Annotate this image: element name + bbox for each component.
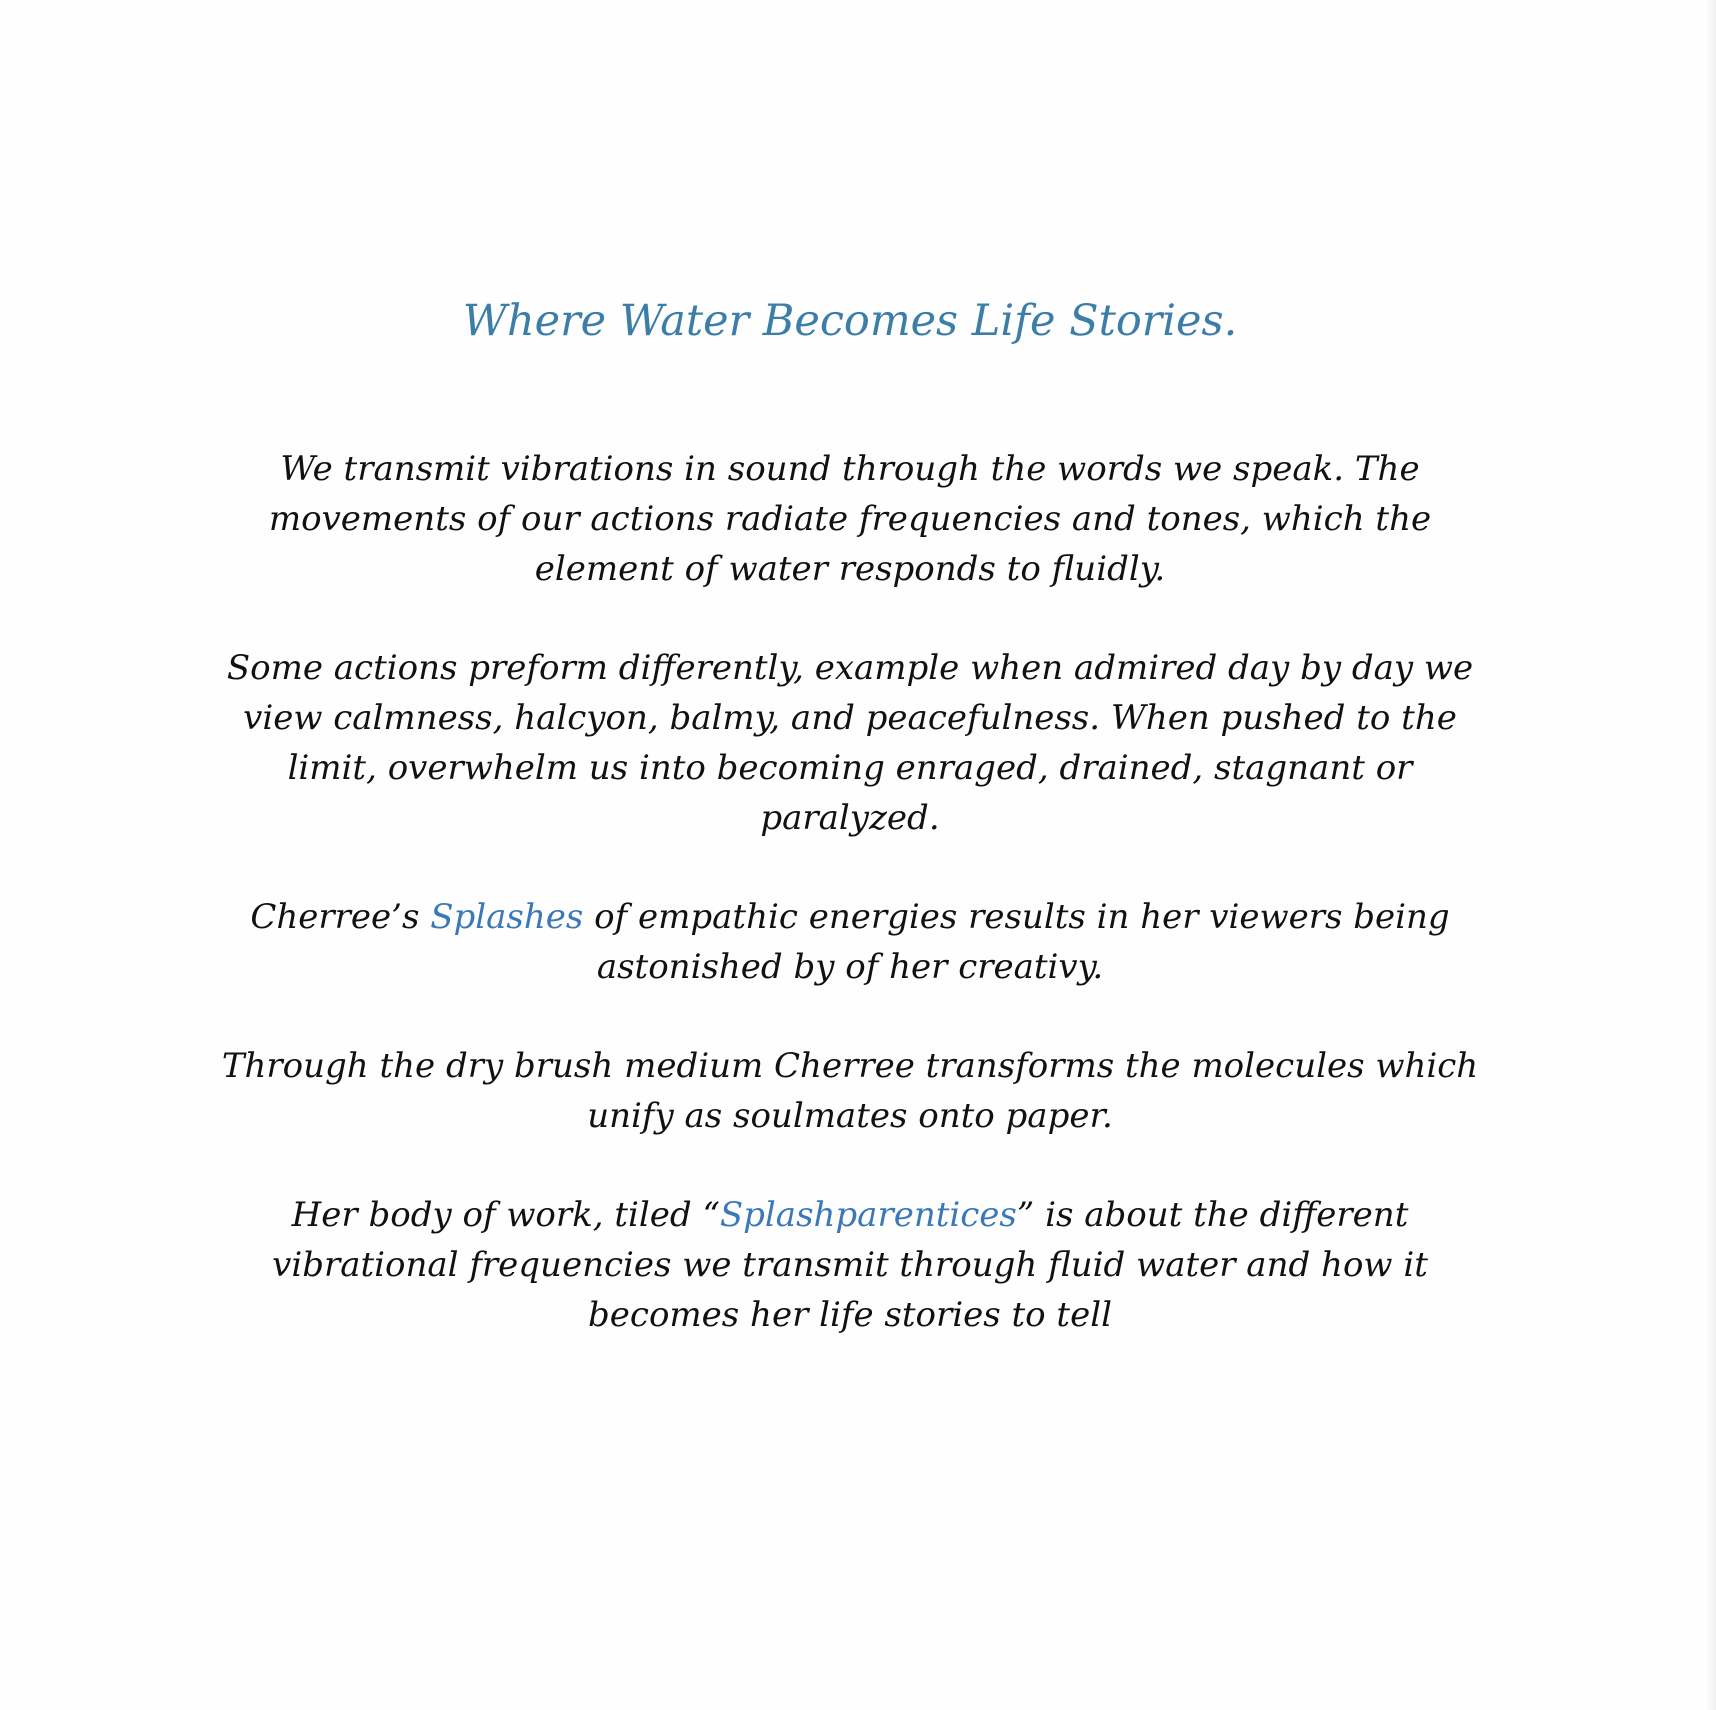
body-of-work-text-after: ” is about the different vibrational frequencies we transmit through fluid water and how it becomes her life stories to tell [272, 1194, 1428, 1335]
body-of-work-text-before: Her body of work, tiled “ [291, 1194, 720, 1235]
paragraph-actions: Some actions preform differently, example when admired day by day we view calmness, halcyon, balmy, and peacefulness. When pushed to the limit, overwhelm us into becoming enraged, drained, stagnant or paralyzed. [226, 647, 1474, 838]
artist-statement [200, 296, 1500, 1389]
page-title: Where Water Becomes Life Stories. [462, 296, 1238, 346]
paragraph-body-of-work [200, 1190, 1500, 1340]
splashes-link[interactable]: Splashes [430, 896, 584, 937]
splashes-text-before: Cherree’s [250, 896, 431, 937]
paragraph-vibrations: We transmit vibrations in sound through the words we speak. The movements of our actions radiate frequencies and tones, which the element of water responds to fluidly. [268, 448, 1432, 589]
page-edge [1706, 0, 1716, 1710]
paragraph-dry-brush: Through the dry brush medium Cherree transforms the molecules which unify as soulmates onto paper. [221, 1045, 1479, 1136]
splashparentices-link[interactable]: Splashparentices [719, 1194, 1017, 1235]
paragraph-splashes [200, 892, 1500, 992]
splashes-text-after: of empathic energies results in her viewers being astonished by of her creativy. [583, 896, 1450, 987]
